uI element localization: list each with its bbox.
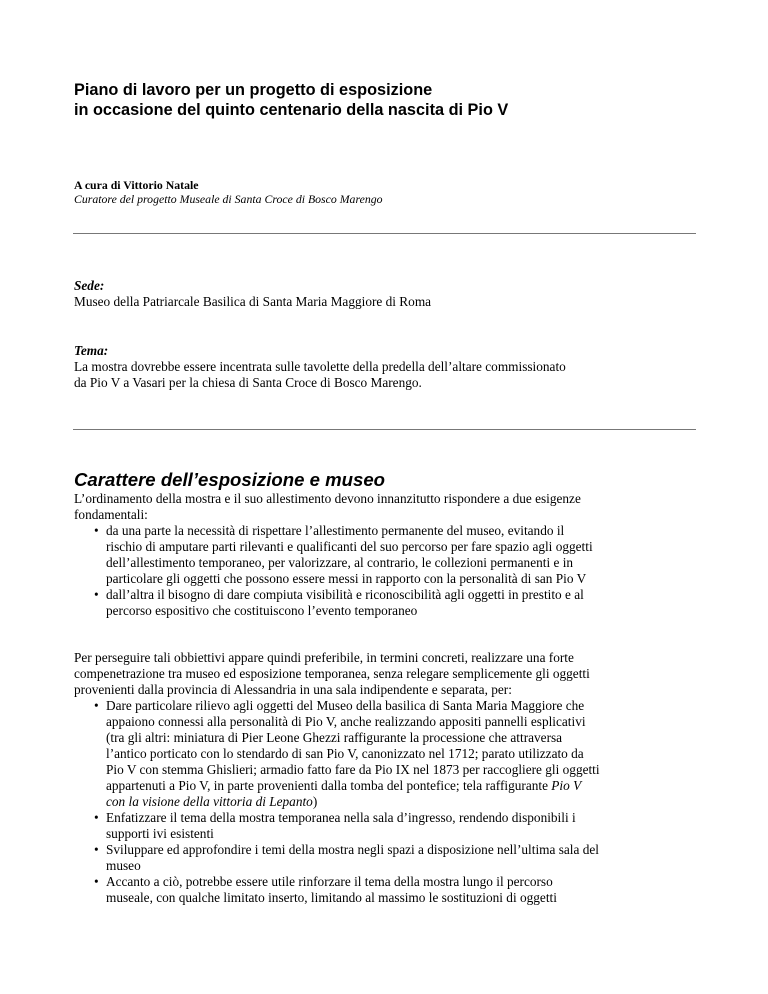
list-item-line: l’antico porticato con lo stendardo di san Pio V, canonizzato nel 1712; parato utilizzato da <box>106 746 584 761</box>
tema-text-line-1: La mostra dovrebbe essere incentrata sulle tavolette della predella dell’altare commissionato <box>74 359 566 374</box>
paragraph-line: compenetrazione tra museo ed esposizione temporanea, senza relegare semplicemente gli oggetti <box>74 666 590 681</box>
list-item <box>74 842 700 874</box>
intro-line: L’ordinamento della mostra e il suo allestimento devono innanzitutto rispondere a due esigenze <box>74 491 581 506</box>
closing-paren: ) <box>312 794 318 809</box>
document-title <box>74 80 508 120</box>
section-heading: Carattere dell’esposizione e museo <box>74 469 386 490</box>
list-item <box>74 874 700 906</box>
list-item-text: appartenuti a Pio V, in parte provenienti dalla tomba del pontefice; tela raffigurante <box>106 778 552 793</box>
list-item <box>74 810 700 842</box>
paragraph-line: Per perseguire tali obbiettivi appare quindi preferibile, in termini concreti, realizzare una forte <box>74 650 574 665</box>
bullet-icon: • <box>94 810 99 825</box>
intro-paragraph <box>74 491 700 619</box>
author-block <box>74 178 383 206</box>
list-item-line: particolare gli oggetti che possono essere messi in rapporto con la personalità di san Pio V <box>106 571 587 586</box>
paragraph-line: provenienti dalla provincia di Alessandria in una sala indipendente e separata, per: <box>74 682 512 697</box>
list-item-line: Enfatizzare il tema della mostra temporanea nella sala d’ingresso, rendendo disponibili i <box>106 810 576 825</box>
list-item-line: Accanto a ciò, potrebbe essere utile rinforzare il tema della mostra lungo il percorso <box>106 874 553 889</box>
list-item-line: dall’altra il bisogno di dare compiuta visibilità e riconoscibilità agli oggetti in prestito e al <box>106 587 584 602</box>
intro-line: fondamentali: <box>74 507 148 522</box>
list-item-line: Pio V con stemma Ghislieri; armadio fatto fare da Pio IX nel 1873 per raccogliere gli oggetti <box>106 762 600 777</box>
list-item-line: appaiono connessi alla personalità di Pio V, anche realizzando appositi pannelli esplicativi <box>106 714 586 729</box>
author-name: A cura di Vittorio Natale <box>74 178 199 192</box>
title-line-1: Piano di lavoro per un progetto di esposizione <box>74 81 433 99</box>
bullet-list-1 <box>74 523 700 619</box>
divider-top <box>73 233 696 234</box>
list-item-line: Dare particolare rilievo agli oggetti del Museo della basilica di Santa Maria Maggiore che <box>106 698 585 713</box>
tema-section <box>74 343 566 391</box>
bullet-list-2 <box>74 698 700 906</box>
title-line-2: in occasione del quinto centenario della nascita di Pio V <box>74 101 509 119</box>
bullet-icon: • <box>94 523 99 538</box>
divider-bottom <box>73 429 696 430</box>
author-role: Curatore del progetto Museale di Santa Croce di Bosco Marengo <box>74 192 383 206</box>
list-item-line: dell’allestimento temporaneo, per valorizzare, al contrario, le collezioni permanenti e in <box>106 555 574 570</box>
list-item-line <box>106 794 700 810</box>
bullet-icon: • <box>94 587 99 602</box>
second-paragraph <box>74 650 700 906</box>
tema-label: Tema: <box>74 343 109 358</box>
sede-text: Museo della Patriarcale Basilica di Santa Maria Maggiore di Roma <box>74 294 432 309</box>
sede-label: Sede: <box>74 278 105 293</box>
list-item-line: da una parte la necessità di rispettare l’allestimento permanente del museo, evitando il <box>106 523 565 538</box>
list-item-line: supporti ivi esistenti <box>106 826 214 841</box>
bullet-icon: • <box>94 874 99 889</box>
artwork-title-part-2: con la visione della vittoria di Lepanto <box>106 794 313 809</box>
bullet-icon: • <box>94 842 99 857</box>
list-item-line: museale, con qualche limitato inserto, limitando al massimo le sostituzioni di oggetti <box>106 890 557 905</box>
list-item-line: museo <box>106 858 141 873</box>
list-item <box>74 587 700 619</box>
bullet-icon: • <box>94 698 99 713</box>
list-item <box>74 523 700 587</box>
artwork-title-part-1: Pio V <box>551 778 582 793</box>
list-item-line <box>106 778 700 794</box>
list-item-line: (tra gli altri: miniatura di Pier Leone Ghezzi raffigurante la processione che attraversa <box>106 730 563 745</box>
list-item-line: rischio di amputare parti rilevanti e qualificanti del suo percorso per fare spazio agli oggetti <box>106 539 593 554</box>
tema-text-line-2: da Pio V a Vasari per la chiesa di Santa Croce di Bosco Marengo. <box>74 375 422 390</box>
list-item-line: Sviluppare ed approfondire i temi della mostra negli spazi a disposizione nell’ultima sala del <box>106 842 599 857</box>
list-item <box>74 698 700 810</box>
sede-section <box>74 278 431 310</box>
list-item-line: percorso espositivo che costituiscono l’evento temporaneo <box>106 603 418 618</box>
